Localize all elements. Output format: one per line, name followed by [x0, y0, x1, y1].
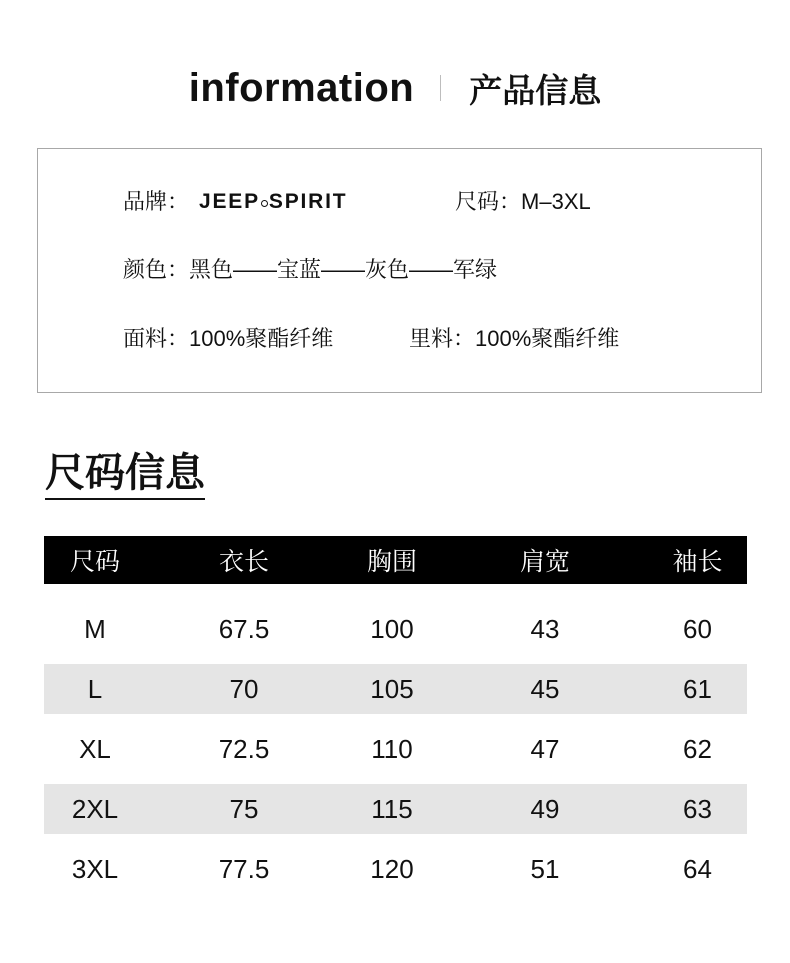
color-row: [123, 255, 497, 285]
cell-shoulder: 43: [530, 613, 560, 644]
header-chest: 胸围: [366, 548, 417, 576]
header-length: 衣长: [218, 548, 269, 576]
header-size: 尺码: [69, 548, 120, 576]
cell-size: XL: [79, 733, 111, 764]
cell-sleeve: 61: [683, 673, 712, 704]
cell-chest: 120: [370, 853, 414, 884]
cell-chest: 105: [370, 673, 414, 704]
cell-size: 2XL: [71, 793, 119, 824]
header-sleeve: 袖长: [672, 548, 723, 576]
cell-size: L: [87, 673, 103, 704]
cell-chest: 115: [371, 793, 413, 824]
cell-length: 75: [229, 793, 259, 824]
size-table-header: [44, 536, 747, 584]
brand-logo-jeep: JEEP: [199, 190, 260, 213]
size-table: [44, 536, 747, 904]
fabric-value: 100%聚酯纤维: [189, 326, 334, 351]
size-range-value: M–3XL: [521, 189, 591, 214]
lining-value: 100%聚酯纤维: [475, 326, 620, 351]
table-row: [44, 784, 747, 834]
header-shoulder: 肩宽: [519, 548, 570, 576]
cell-chest: 100: [370, 613, 414, 644]
color-value: 黑色——宝蓝——灰色——军绿: [189, 257, 498, 282]
cell-sleeve: 60: [683, 613, 712, 644]
cell-length: 67.5: [218, 613, 270, 644]
table-row: [44, 664, 747, 714]
cell-length: 77.5: [218, 853, 270, 884]
fabric-row: [123, 324, 333, 354]
cell-chest: 110: [371, 733, 413, 764]
color-label: 颜色：: [123, 257, 190, 282]
cell-sleeve: 64: [683, 853, 712, 884]
size-section-title: 尺码信息: [45, 450, 205, 500]
brand-logo-dot: [261, 200, 268, 207]
page-header: [0, 62, 790, 114]
brand-label: 品牌：: [123, 189, 190, 214]
cell-sleeve: 63: [683, 793, 712, 824]
cell-length: 70: [229, 673, 259, 704]
title-divider: [440, 75, 441, 101]
title-english: information: [188, 65, 415, 110]
cell-length: 72.5: [218, 733, 270, 764]
brand-logo: [199, 187, 347, 217]
cell-shoulder: 49: [530, 793, 560, 824]
table-row: [44, 604, 747, 654]
cell-size: M: [84, 613, 106, 644]
brand-logo-spirit: SPIRIT: [268, 190, 348, 213]
size-range-label: 尺码：: [455, 189, 522, 214]
lining-label: 里料：: [409, 326, 476, 351]
size-range-row: [455, 187, 591, 217]
table-row: [44, 844, 747, 894]
cell-shoulder: 45: [530, 673, 560, 704]
product-info-box: [37, 148, 762, 393]
cell-shoulder: 47: [530, 733, 560, 764]
cell-shoulder: 51: [530, 853, 560, 884]
brand-row: [123, 187, 443, 217]
cell-size: 3XL: [71, 853, 119, 884]
fabric-label: 面料：: [123, 326, 190, 351]
title-chinese: 产品信息: [469, 71, 602, 109]
lining-row: [409, 324, 619, 354]
table-row: [44, 724, 747, 774]
cell-sleeve: 62: [683, 733, 712, 764]
